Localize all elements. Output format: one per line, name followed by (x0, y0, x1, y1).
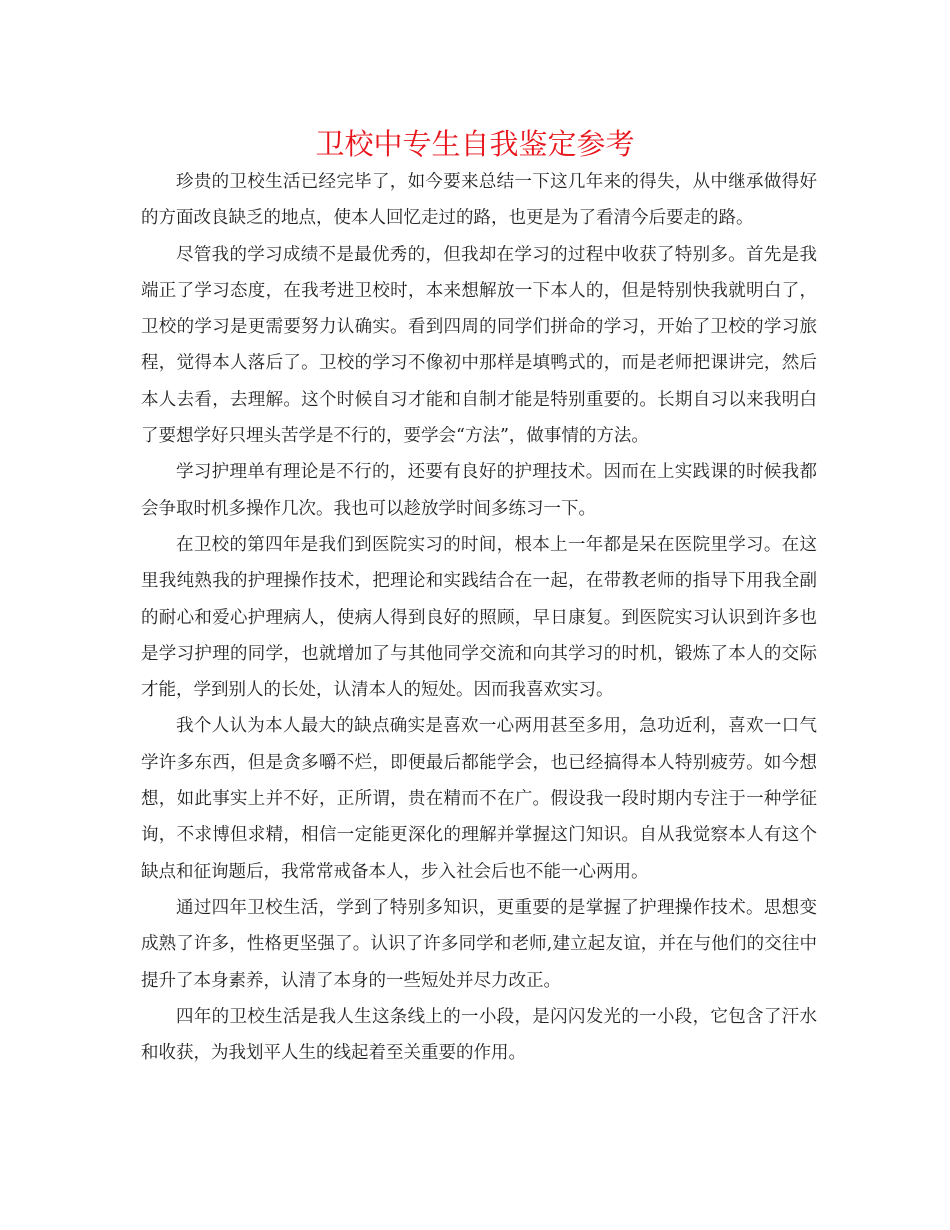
paragraph-4: 在卫校的第四年是我们到医院实习的时间，根本上一年都是呆在医院里学习。在这里我纯熟我的护理操作技术，把理论和实践结合在一起，在带教老师的指导下用我全副的耐心和爱心护理病人，使病人得到良好的照顾，早日康复。到医院实习认识到许多也是学习护理的同学，也就增加了与其他同学交流和向其学习的时机，锻炼了本人的交际才能，学到别人的长处，认清本人的短处。因而我喜欢实习。 (141, 534, 817, 701)
paragraph-7: 四年的卫校生活是我人生这条线上的一小段，是闪闪发光的一小段，它包含了汗水和收获，为我划平人生的线起着至关重要的作用。 (141, 1006, 817, 1064)
paragraph-1: 珍贵的卫校生活已经完毕了，如今要来总结一下这几年来的得失，从中继承做得好的方面改良缺乏的地点，使本人回忆走过的路，也更是为了看清今后要走的路。 (141, 172, 817, 229)
paragraph-5: 我个人认为本人最大的缺点确实是喜欢一心两用甚至多用，急功近利，喜欢一口气学许多东西，但是贪多嚼不烂，即便最后都能学会，也已经搞得本人特别疲劳。如今想想，如此事实上并不好，正所谓，贵在精而不在广。假设我一段时期内专注于一种学征询，不求博但求精，相信一定能更深化的理解并掌握这门知识。自从我觉察本人有这个缺点和征询题后，我常常戒备本人，步入社会后也不能一心两用。 (141, 716, 817, 882)
paragraph-3: 学习护理单有理论是不行的，还要有良好的护理技术。因而在上实践课的时候我都会争取时机多操作几次。我也可以趁放学时间多练习一下。 (141, 462, 817, 519)
paragraph-2: 尽管我的学习成绩不是最优秀的，但我却在学习的过程中收获了特别多。首先是我端正了学习态度，在我考进卫校时，本来想解放一下本人的，但是特别快我就明白了，卫校的学习是更需要努力认确实。看到四周的同学们拼命的学习，开始了卫校的学习旅程，觉得本人落后了。卫校的学习不像初中那样是填鸭式的，而是老师把课讲完，然后本人去看，去理解。这个时候自习才能和自制才能是特别重要的。长期自习以来我明白了要想学好只埋头苦学是不行的，要学会“方法”，做事情的方法。 (141, 244, 817, 447)
document-body (141, 164, 817, 1071)
paragraph-6: 通过四年卫校生活，学到了特别多知识，更重要的是掌握了护理操作技术。思想变成熟了许多，性格更坚强了。认识了许多同学和老师,建立起友谊，并在与他们的交往中提升了本身素养，认清了本身的一些短处并尽力改正。 (141, 897, 817, 991)
document-title: 卫校中专生自我鉴定参考 (315, 127, 635, 161)
